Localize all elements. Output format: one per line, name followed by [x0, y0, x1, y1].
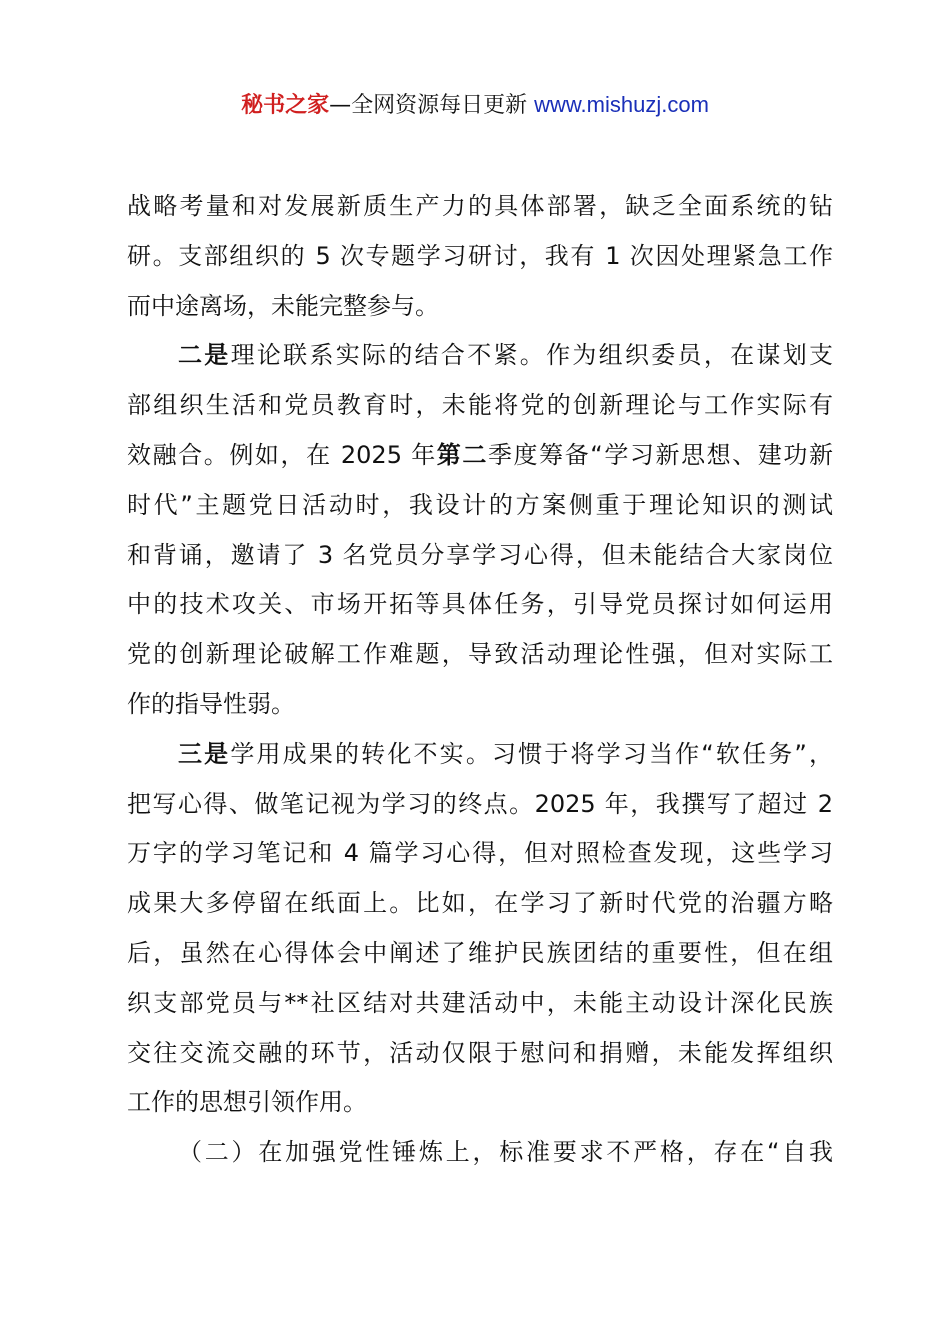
bold-inline: 第二 [436, 440, 488, 469]
text-line: 而中途离场，未能完整参与。 [127, 291, 439, 320]
text-line: 部组织生活和党员教育时，未能将党的创新理论与工作实际有 [127, 391, 833, 420]
site-tagline: —全网资源每日更新 [329, 93, 535, 118]
paragraph-heading-line: 二是理论联系实际的结合不紧。作为组织委员，在谋划支 [178, 341, 834, 370]
text-line: 交往交流交融的环节，活动仅限于慰问和捐赠，未能发挥组织 [127, 1038, 833, 1067]
text-line: 工作的思想引领作用。 [127, 1088, 367, 1117]
text-line: 万字的学习笔记和 4 篇学习心得，但对照检查发现，这些学习 [127, 839, 833, 868]
text-line: 党的创新理论破解工作难题，导致活动理论性强，但对实际工 [127, 640, 833, 669]
site-brand: 秘书之家 [241, 93, 330, 118]
text-line: 中的技术攻关、市场开拓等具体任务，引导党员探讨如何运用 [127, 590, 833, 619]
text-line: 时代”主题党日活动时，我设计的方案侧重于理论知识的测试 [127, 490, 833, 519]
point-label: 二是 [178, 341, 231, 370]
section-heading-line: （二）在加强党性锤炼上，标准要求不严格，存在“自我 [178, 1138, 833, 1167]
text-line: 后，虽然在心得体会中阐述了维护民族团结的重要性，但在组 [127, 938, 833, 967]
site-url-link[interactable]: www.mishuzj.com [534, 92, 709, 117]
text-line: 作的指导性弱。 [127, 689, 295, 718]
text-line: 成果大多停留在纸面上。比如，在学习了新时代党的治疆方略 [127, 889, 833, 918]
text-line: 研。支部组织的 5 次专题学习研讨，我有 1 次因处理紧急工作 [127, 241, 833, 270]
text-line: 织支部党员与**社区结对共建活动中，未能主动设计深化民族 [127, 988, 833, 1017]
text-line: 战略考量和对发展新质生产力的具体部署，缺乏全面系统的钻 [127, 192, 833, 220]
text-line: 把写心得、做笔记视为学习的终点。2025 年，我撰写了超过 2 [127, 789, 833, 818]
text-line: 效融合。例如，在 2025 年第二季度筹备“学习新思想、建功新 [127, 440, 833, 469]
paragraph-heading-line: 三是学用成果的转化不实。习惯于将学习当作“软任务”， [178, 739, 834, 768]
document-body [127, 182, 833, 1178]
point-label: 三是 [178, 739, 231, 768]
site-header [0, 88, 950, 123]
text-line: 和背诵，邀请了 3 名党员分享学习心得，但未能结合大家岗位 [127, 540, 833, 569]
